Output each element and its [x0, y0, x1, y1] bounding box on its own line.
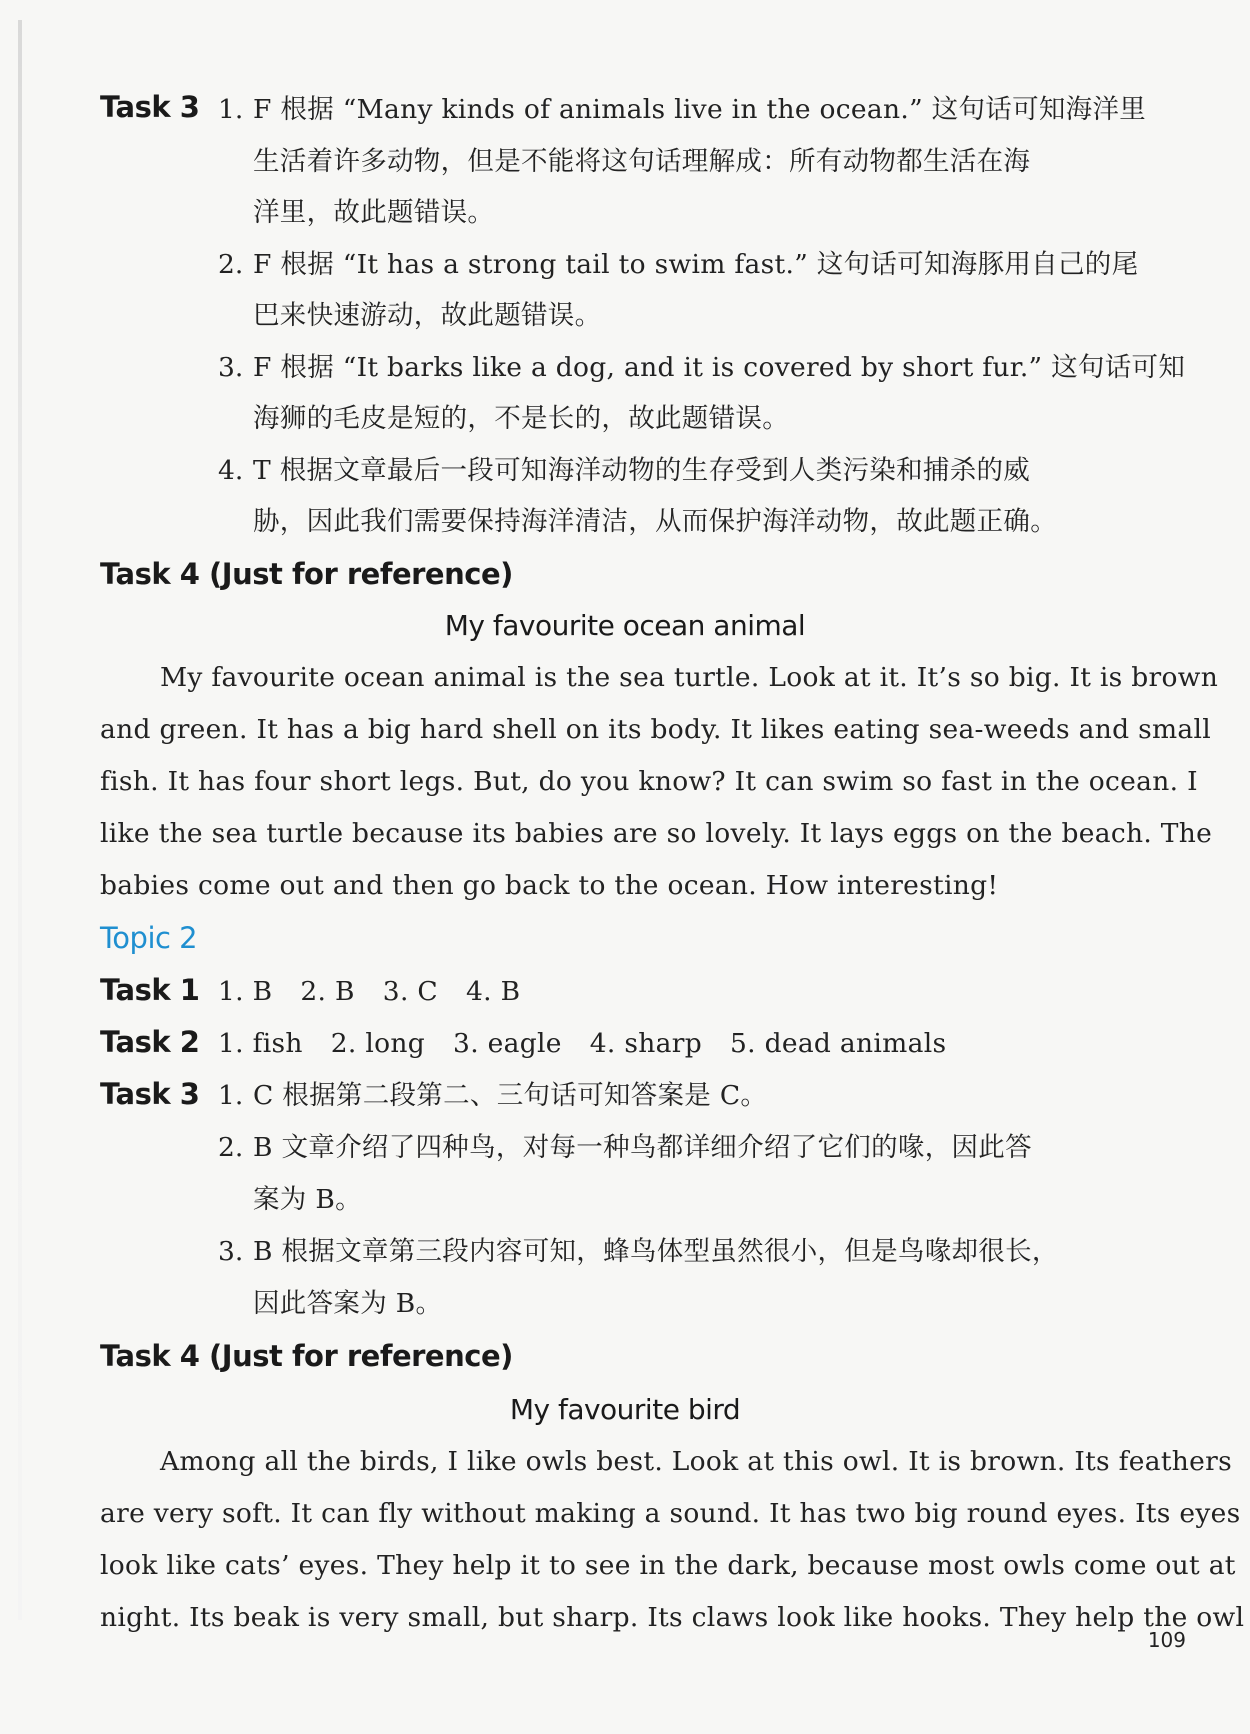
answer-line: 海狮的毛皮是短的，不是长的，故此题错误。 — [253, 403, 789, 434]
answer: 5. dead animals — [729, 1028, 947, 1059]
essay-title: My favourite bird — [509, 1393, 741, 1426]
answer-line: 胁，因此我们需要保持海洋清洁，从而保护海洋动物，故此题正确。 — [253, 506, 1057, 537]
essay-line: like the sea turtle because its babies are so lovely. It lays eggs on the beach. The — [100, 818, 1213, 849]
essay-line: look like cats’ eyes. They help it to see in the dark, because most owls come out at — [100, 1550, 1236, 1581]
answer-line: T 根据文章最后一段可知海洋动物的生存受到人类污染和捕杀的威 — [253, 455, 1031, 486]
essay-line: fish. It has four short legs. But, do you know? It can swim so fast in the ocean. I — [100, 766, 1198, 797]
answer: 3. eagle — [453, 1028, 562, 1059]
page-edge-shadow — [18, 20, 22, 1620]
answer-line: 巴来快速游动，故此题错误。 — [253, 300, 602, 331]
answer-line: C 根据第二段第二、三句话可知答案是 C。 — [253, 1080, 768, 1111]
answer-line: 案为 B。 — [253, 1184, 362, 1215]
essay-line: Among all the birds, I like owls best. Look at this owl. It is brown. Its feathers — [160, 1446, 1233, 1477]
page-number: 109 — [1147, 1628, 1186, 1652]
essay-line: are very soft. It can fly without making a sound. It has two big round eyes. Its eyes — [100, 1498, 1241, 1529]
task1-label: Task 1 — [100, 973, 200, 1007]
answer-line: 洋里，故此题错误。 — [253, 197, 495, 228]
task3-label: Task 3 — [100, 90, 200, 124]
answer: 2. long — [330, 1028, 426, 1059]
answer-number: 3. — [218, 352, 244, 383]
answer-number: 2. — [218, 249, 244, 280]
answer-number: 1. — [218, 94, 244, 125]
task3-label: Task 3 — [100, 1077, 200, 1111]
topic-heading: Topic 2 — [100, 921, 198, 955]
answer-row — [218, 1024, 974, 1064]
answer-line: F 根据 “It has a strong tail to swim fast.” 这句话可知海豚用自己的尾 — [253, 249, 1139, 280]
answer-number: 1. — [218, 1080, 244, 1111]
answer-row — [218, 972, 548, 1012]
essay-line: babies come out and then go back to the ocean. How interesting! — [100, 870, 999, 901]
answer-line: B 文章介绍了四种鸟，对每一种鸟都详细介绍了它们的喙，因此答 — [253, 1132, 1032, 1163]
answer-line: F 根据 “Many kinds of animals live in the ocean.” 这句话可知海洋里 — [253, 94, 1147, 125]
task4-label: Task 4 (Just for reference) — [100, 1339, 513, 1373]
answer: 2. B — [300, 976, 355, 1007]
answer-number: 2. — [218, 1132, 244, 1163]
answer-line: 因此答案为 B。 — [253, 1288, 443, 1319]
essay-line: and green. It has a big hard shell on its body. It likes eating sea-weeds and small — [100, 714, 1212, 745]
essay-line: My favourite ocean animal is the sea turtle. Look at it. It’s so big. It is brown — [160, 662, 1219, 693]
answer: 4. sharp — [589, 1028, 702, 1059]
answer: 4. B — [465, 976, 521, 1007]
answer-number: 3. — [218, 1236, 244, 1267]
essay-line: night. Its beak is very small, but sharp. Its claws look like hooks. They help the owl — [100, 1602, 1245, 1633]
answer-number: 4. — [218, 455, 244, 486]
answer: 1. fish — [218, 1028, 303, 1059]
answer-line: 生活着许多动物，但是不能将这句话理解成：所有动物都生活在海 — [253, 146, 1031, 177]
essay-title: My favourite ocean animal — [444, 609, 806, 642]
task2-label: Task 2 — [100, 1025, 200, 1059]
answer: 3. C — [382, 976, 438, 1007]
task4-label: Task 4 (Just for reference) — [100, 557, 513, 591]
answer: 1. B — [218, 976, 273, 1007]
answer-line: F 根据 “It barks like a dog, and it is covered by short fur.” 这句话可知 — [253, 352, 1186, 383]
answer-line: B 根据文章第三段内容可知，蜂鸟体型虽然很小，但是鸟喙却很长， — [253, 1236, 1059, 1267]
